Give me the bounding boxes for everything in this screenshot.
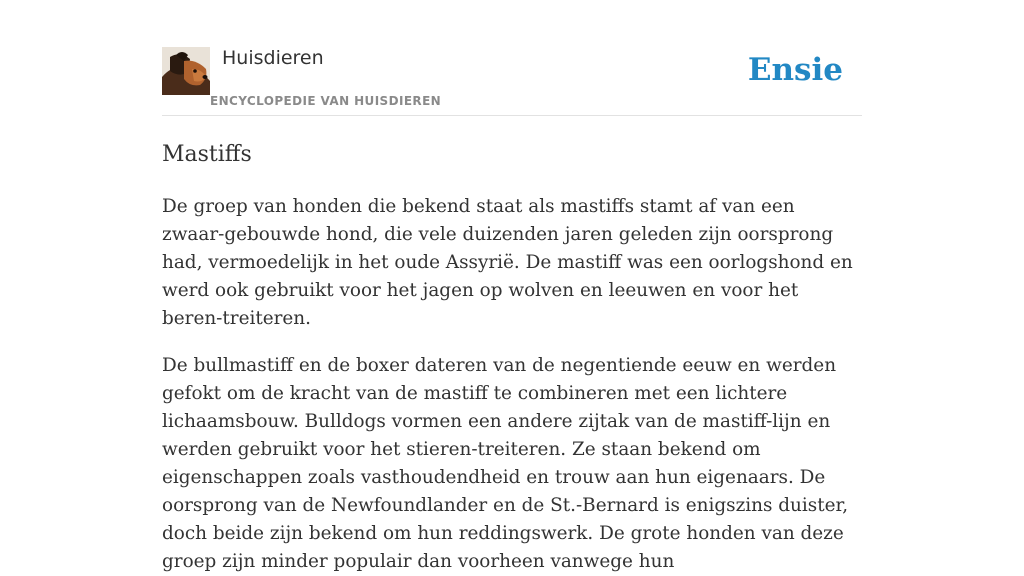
article-title: Mastiffs xyxy=(162,142,252,167)
dog-avatar-icon[interactable] xyxy=(162,47,210,95)
ensie-logo-link[interactable]: Ensie xyxy=(747,52,843,88)
site-header xyxy=(162,0,862,116)
article xyxy=(162,140,862,576)
article-paragraph: De groep van honden die bekend staat als mastiffs stamt af van een zwaar-gebouwde hond, die vele duizenden jaren geleden zijn oorsprong had, vermoedelijk in het oude Assyrië. De mastiff was een oorlogshond en werd ook gebruikt voor het jagen op wolven en leeuwen en voor het beren-treiteren. xyxy=(162,196,853,329)
site-subtitle: ENCYCLOPEDIE VAN HUISDIEREN xyxy=(210,94,442,108)
article-paragraph: De bullmastiff en de boxer dateren van de negentiende eeuw en werden gefokt om de kracht van de mastiff te combineren met een lichtere lichaamsbouw. Bulldogs vormen een andere zijtak van de mastiff-lijn en werden gebruikt voor het stieren-treiteren. Ze staan bekend om eigenschappen zoals vasthoudendheid en trouw aan hun eigenaars. De oorsprong van de Newfoundlander en de St.-Bernard is enigszins duister, doch beide zijn bekend om hun reddingswerk. De grote honden van deze groep zijn minder populair dan voorheen vanwege hun xyxy=(162,355,849,572)
site-title-link[interactable]: Huisdieren xyxy=(222,47,324,69)
